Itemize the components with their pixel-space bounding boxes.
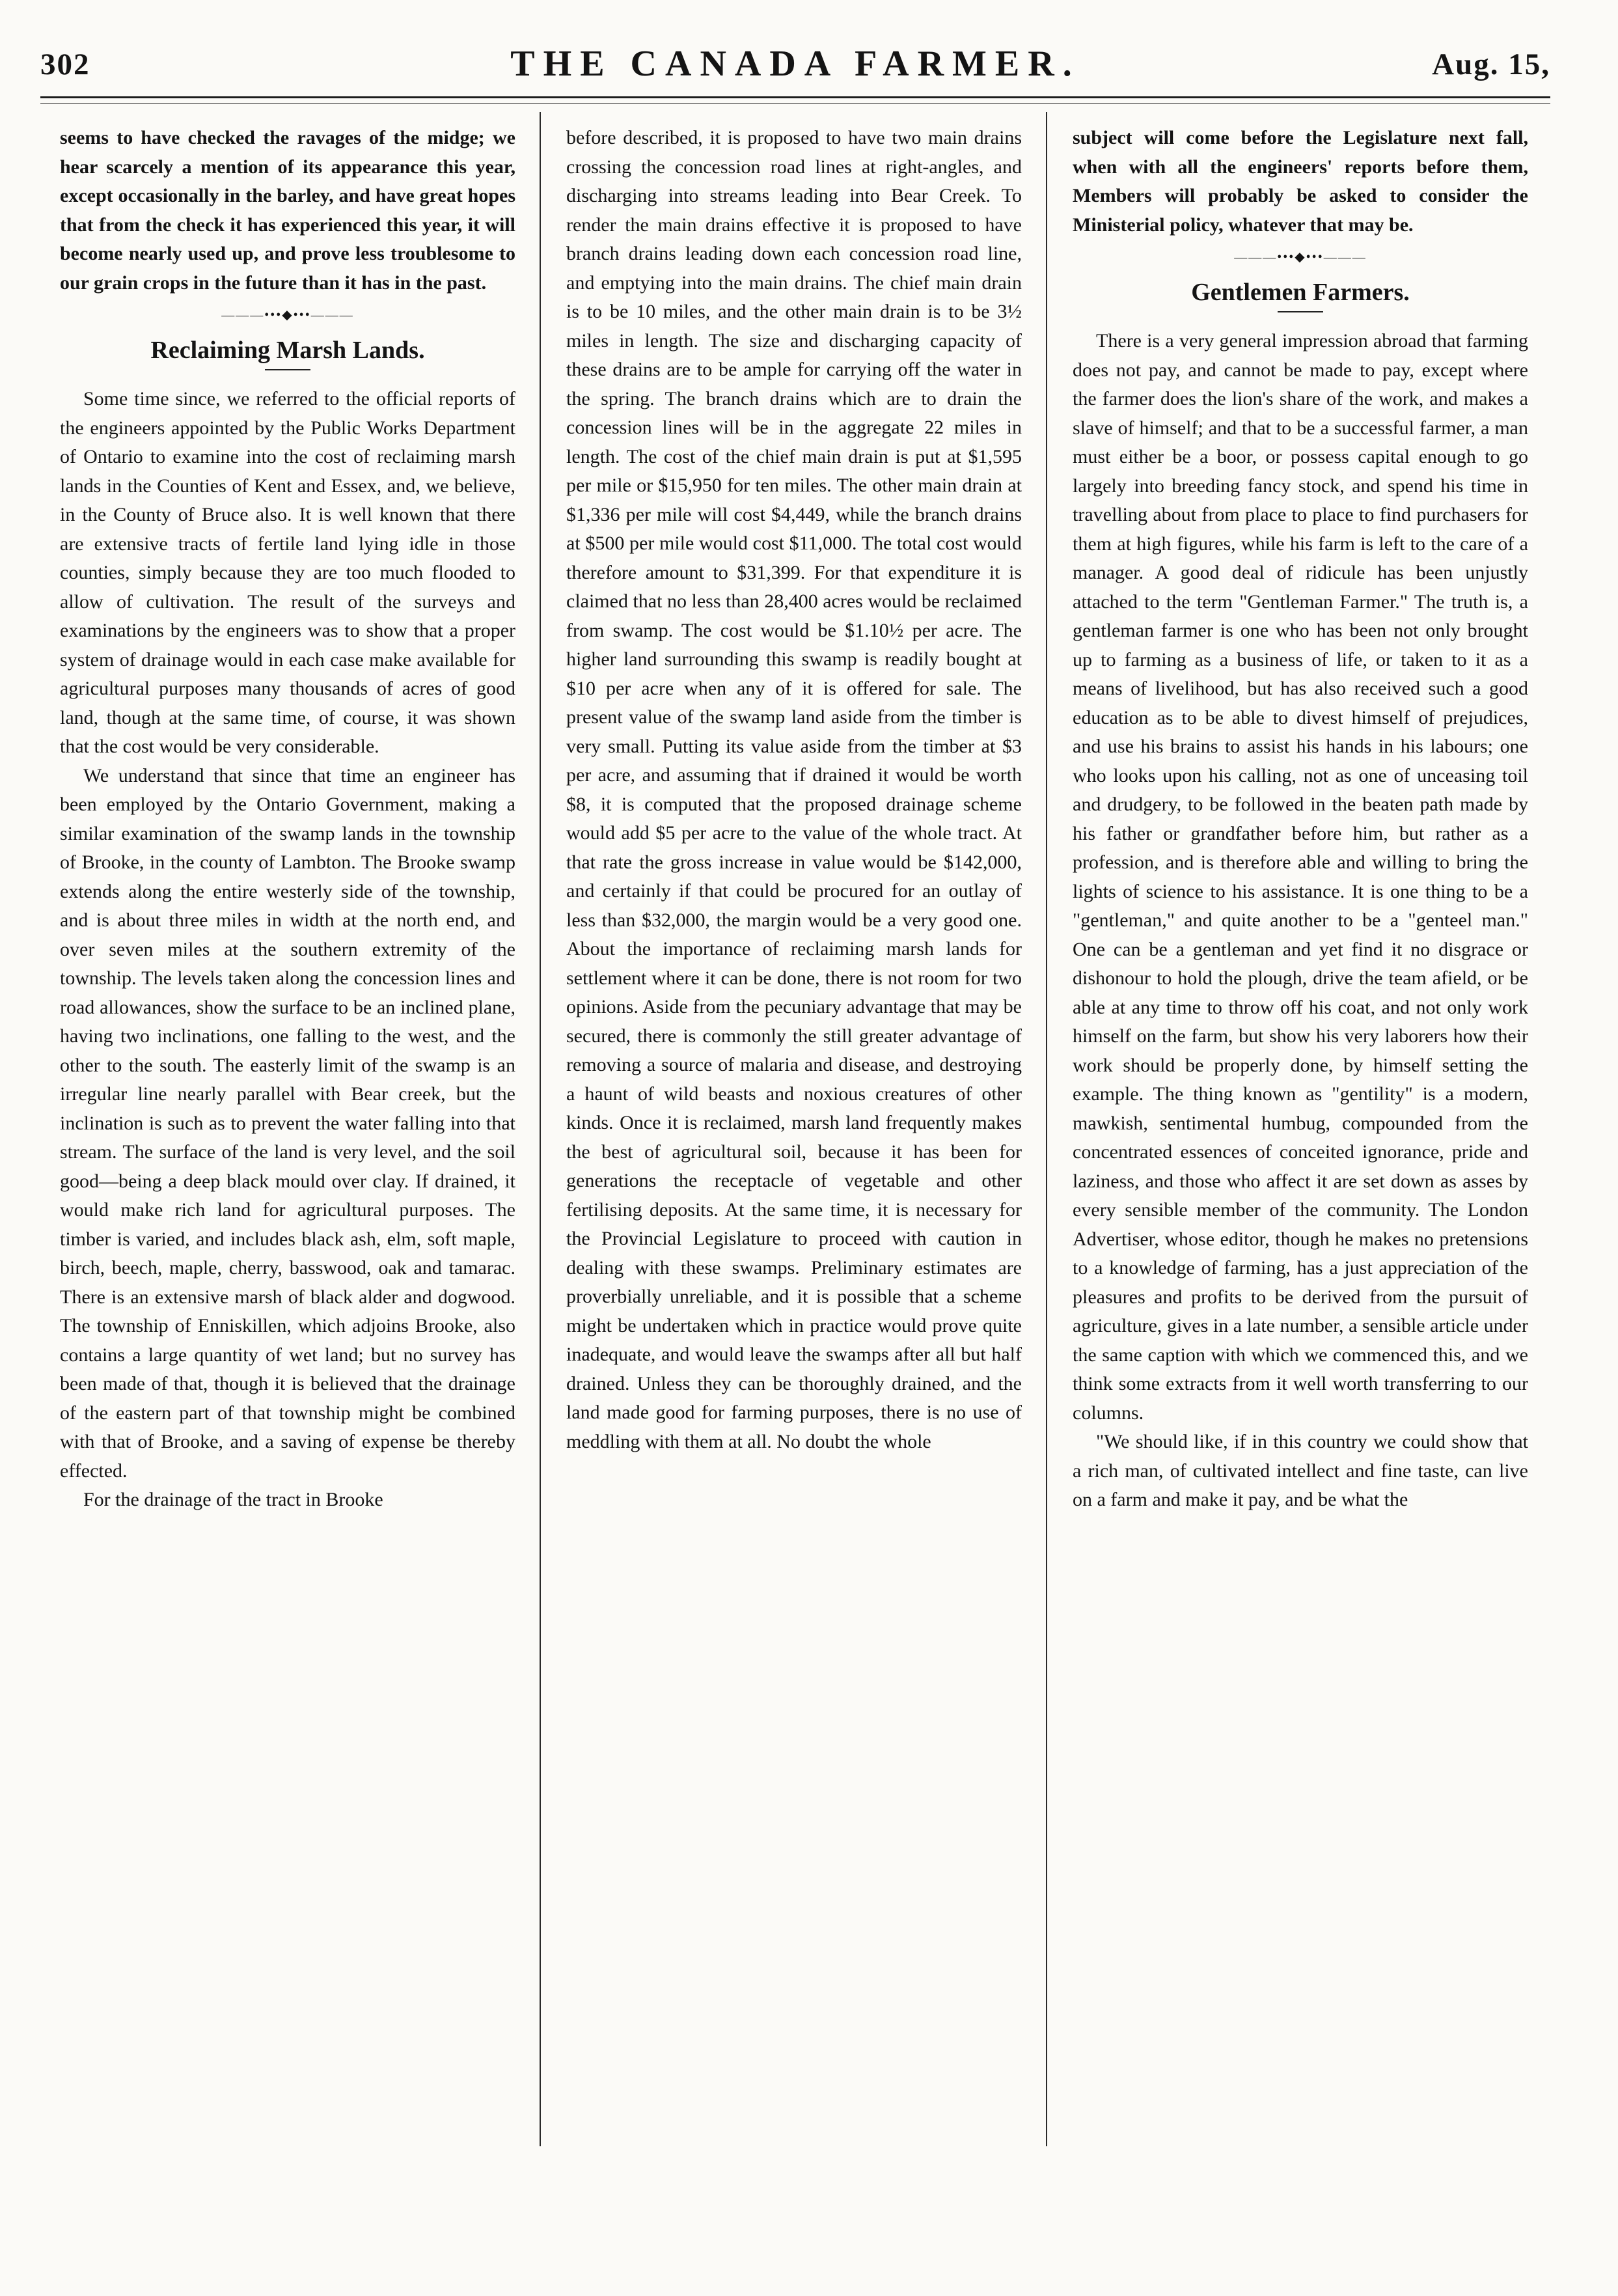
section-ornament: ———•••◆•••——— (1234, 250, 1367, 264)
article-paragraph: For the drainage of the tract in Brooke (83, 1489, 383, 1510)
heading-rule (265, 369, 310, 370)
header-rule-thin (40, 103, 1550, 104)
article-continuation: subject will come before the Legislature next fall, when with all the engineers' reports before them, Members will probably be asked to consider the Ministerial policy, whatever that may be. (1073, 127, 1528, 236)
article-paragraph: There is a very general impression abroad that farming does not pay, and cannot be made to pay, except where the farmer does the lion's share of the work, and makes a slave of himself; and that to be a successful farmer, a man must either be a boor, or possess capital enough to go largely into breeding fancy stock, and spend his time in travelling about from place to place to find purchasers for them at high figures, while his farm is left to the care of a manager. A good deal of ridicule has been unjustly attached to the term "Gentleman Farmer." The truth is, a gentleman farmer is one who has been not only brought up to farming as a business of life, or taken to it as a means of livelihood, but has also received such a good education as to be able to divest himself of prejudices, and use his brains to assist his hands in his labours; one who looks upon his calling, not as one of unceasing toil and drudgery, to be followed in the beaten path made by his father or grandfather before him, but rather as a profession, and is therefore able and willing to bring the lights of science to his assistance. It is one thing to be a "gentleman," and quite another to be a "genteel man." One can be a gentleman and yet find it no disgrace or dishonour to hold the plough, drive the team afield, or be able at any time to throw off his coat, and not only work himself on the farm, but show his very laborers how their work should be properly done, by himself setting the example. The thing known as "gentility" is a modern, mawkish, sentimental humbug, compounded from the concentrated essences of conceited ignorance, pride and laziness, and those who affect it are set down as asses by every sensible member of the community. The London Advertiser, whose editor, though he makes no pretensions to a knowledge of farming, has a just appreciation of the pleasures and profits to be derived from the pursuit of agriculture, gives in a late number, a sensible article under the same caption with which we commenced this, and we think some extracts from it well worth transferring to our columns. (1073, 330, 1528, 1424)
masthead-title: THE CANADA FARMER. (510, 44, 1080, 84)
article-paragraph: We understand that since that time an engineer has been employed by the Ontario Government, making a similar examination of the swamp lands in the township of Brooke, in the county of Lambton. The Brooke swamp extends along the entire westerly side of the township, and is about three miles in width at the north end, and over seven miles at the southern extremity of the township. The levels taken along the concession lines and road allowances, show the surface to be an inclined plane, having two inclinations, one falling to the west, and the other to the south. The easterly limit of the swamp is an irregular line nearly parallel with Bear creek, but the inclination is such as to prevent the water falling into that stream. The surface of the land is very level, and the soil good—being a deep black mould over clay. If drained, it would make rich land for agricultural purposes. The timber is varied, and includes black ash, elm, soft maple, birch, beech, maple, cherry, basswood, oak and tamarac. There is an extensive marsh of black alder and dogwood. The township of Enniskillen, which adjoins Brooke, also contains a large quantity of wet land; but no survey has been made of that, though it is believed that the drainage of the eastern part of that township might be combined with that of Brooke, and a saving of expense be thereby effected. (60, 764, 515, 1482)
article-heading: Reclaiming Marsh Lands. (150, 337, 425, 364)
page-header (40, 36, 1550, 89)
article-paragraph: "We should like, if in this country we could show that a rich man, of cultivated intellect and fine taste, can live on a farm and make it pay, and be what the (1073, 1431, 1528, 1510)
column-1 (60, 124, 515, 2148)
heading-rule (1278, 311, 1323, 312)
column-divider (1046, 112, 1047, 2146)
column-divider (540, 112, 541, 2146)
article-heading: Gentlemen Farmers. (1191, 279, 1410, 306)
section-ornament: ———•••◆•••——— (221, 308, 354, 322)
header-rule (40, 96, 1550, 98)
article-paragraph: Some time since, we referred to the official reports of the engineers appointed by the Public Works Department of Ontario to examine into the cost of reclaiming marsh lands in the Counties of Kent and Essex, and, we believe, in the County of Bruce also. It is well known that there are extensive tracts of fertile land lying idle in those counties, simply because they are too much flooded to allow of cultivation. The result of the surveys and examinations by the engineers was to show that a proper system of drainage would in each case make available for agricultural purposes many thousands of acres of good land, though at the same time, of course, it was shown that the cost would be very considerable. (60, 388, 515, 757)
column-2 (566, 124, 1022, 2148)
article-continuation: seems to have checked the ravages of the midge; we hear scarcely a mention of its appearance this year, except occasionally in the barley, and have great hopes that from the check it has experienced this year, it will become nearly used up, and prove less troublesome to our grain crops in the future than it has in the past. (60, 127, 515, 294)
article-paragraph: before described, it is proposed to have two main drains crossing the concession road lines at right-angles, and discharging into streams leading into Bear Creek. To render the main drains effective it is proposed to have branch drains leading down each concession road line, and emptying into the main drains. The chief main drain is to be 10 miles, and the other main drain is to be 3½ miles in length. The size and discharging capacity of these drains are to be ample for carrying off the water in the spring. The branch drains which are to drain the concession lines will be in the aggregate 22 miles in length. The cost of the chief main drain is put at $1,595 per mile or $15,950 for ten miles. The other main drain at $1,336 per mile will cost $4,449, while the branch drains at $500 per mile would cost $11,000. The total cost would therefore amount to $31,399. For that expenditure it is claimed that no less than 28,400 acres would be reclaimed from swamp. The cost would be $1.10½ per acre. The higher land surrounding this swamp is readily bought at $10 per acre when any of it is offered for sale. The present value of the swamp land aside from the timber is very small. Putting its value aside from the timber at $3 per acre, and assuming that if drained it would be worth $8, it is computed that the proposed drainage scheme would add $5 per acre to the value of the whole tract. At that rate the gross increase in value would be $142,000, and certainly if that could be procured for an outlay of less than $32,000, the margin would be a very good one. About the importance of reclaiming marsh lands for settlement where it can be done, there is not room for two opinions. Aside from the pecuniary advantage that may be secured, there is commonly the still greater advantage of removing a source of malaria and disease, and destroying a haunt of wild beasts and noxious creatures of other kinds. Once it is reclaimed, marsh land frequently makes the best of agricultural soil, because it has been for generations the receptacle of vegetable and other fertilising deposits. At the same time, it is necessary for the Provincial Legislature to proceed with caution in dealing with these swamps. Preliminary estimates are proverbially unreliable, and it is possible that a scheme might be undertaken which in practice would prove quite inadequate, and would leave the swamps after all but half drained. Unless they can be thoroughly drained, and the land made good for farming purposes, there is no use of meddling with them at all. No doubt the whole (566, 127, 1022, 1452)
column-3 (1073, 124, 1528, 2148)
page-number: 302 (40, 48, 90, 81)
issue-date: Aug. 15, (1432, 48, 1550, 81)
